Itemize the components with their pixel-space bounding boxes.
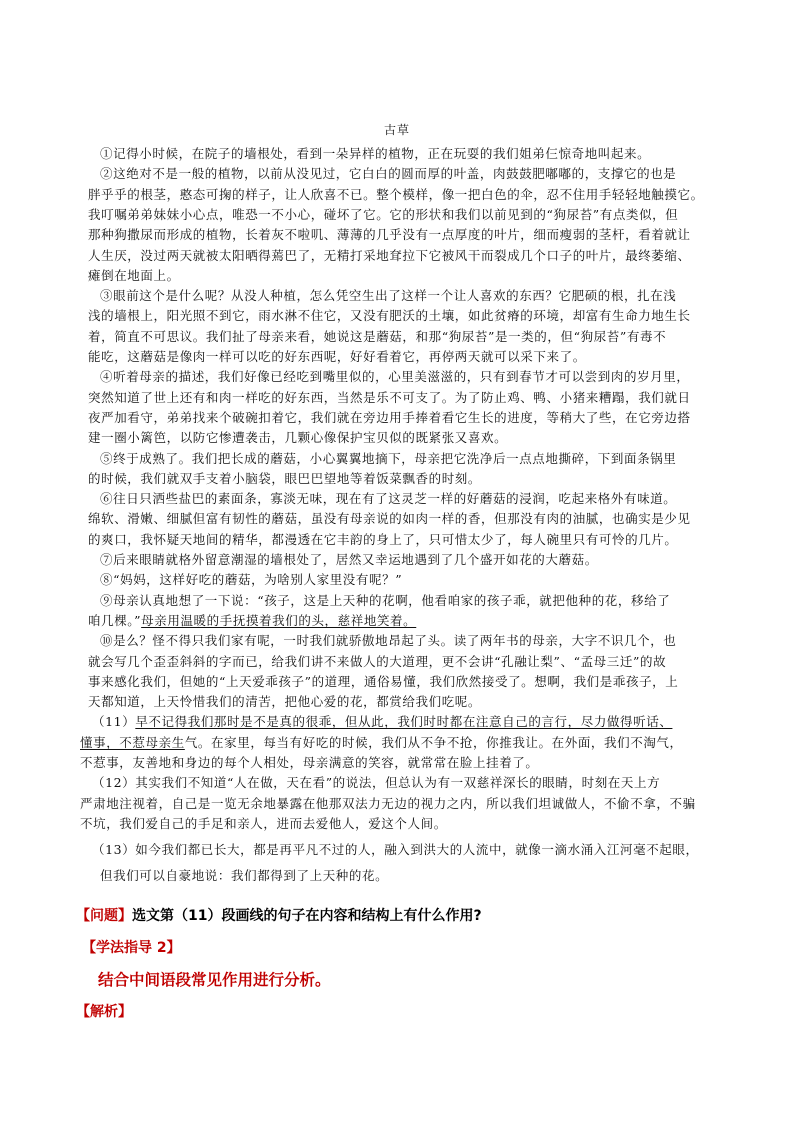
body-line [88,613,728,629]
body-line: 突然知道了世上还有和肉一样吃的好东西，当然是乐不可支了。为了防止鸡、鸭、小猪来糟蹋，我们就日 [88,390,691,405]
body-line: 不惹事，友善地和身边的每个人相处，母亲满意的笑容，就常常在脸上挂着了。 [80,755,539,770]
article-title: 古草 [383,123,410,137]
body-line: 着，简直不可思议。我们扯了母亲来看，她说这是蘑菇，和那“狗尿苔”是一类的，但“狗尿苔”有毒不 [88,329,667,344]
underlined-sentence: 早不记得我们那时是不是真的很乖，但从此，我们时时都在注意自己的言行，尽力做得听话、 [135,714,673,729]
body-line: ⑥往日只洒些盐巴的素面条，寡淡无味，现在有了这灵芝一样的好蘑菇的浸润，吃起来格外有味道。 [100,491,677,506]
body-line: ①记得小时候，在院子的墙根处，看到一朵异样的植物，正在玩耍的我们姐弟仨惊奇地叫起来。 [100,146,651,161]
body-line: 严肃地注视着，自己是一览无余地暴露在他那双法力无边的视力之内，所以我们坦诚做人，不偷不拿，不骗 [80,796,696,811]
body-line: 的时候，我们就双手支着小脑袋，眼巴巴望地等着饭菜飘香的时刻。 [88,471,482,486]
body-line: 建一圈小篱笆，以防它惨遭袭击，几颗心像保护宝贝似的既紧张又喜欢。 [88,430,508,445]
body-line [92,714,728,730]
question-row [76,906,482,926]
body-line-text: 气。在家里，每当有好吃的时候，我们从不争不抢，你推我让。在外面，我们不淘气， [184,735,683,750]
body-line: 能吃，这蘑菇是像肉一样可以吃的好东西呢，好好看着它，再停两天就可以采下来了。 [88,349,586,364]
body-line: ⑤终于成熟了。我们把长成的蘑菇，小心翼翼地摘下，母亲把它洗净后一点点地撕碎，下到面条锅里 [100,451,677,466]
body-line: 夜严加看守，弟弟找来个破碗扣着它，我们就在旁边用手捧着看它生长的进度，等稍大了些，在它旁边搭 [88,410,691,425]
body-line: （12）其实我们不知道“人在做，天在看”的说法，但总认为有一双慈祥深长的眼睛，时刻在天上方 [92,775,661,790]
body-line: 事来感化我们，但她的“上天爱乖孩子”的道理，通俗易懂，我们欣然接受了。想啊，我们是乖孩子，上 [88,674,679,689]
body-line: ⑨母亲认真地想了一下说：“孩子，这是上天种的花啊，他看咱家的孩子乖，就把他种的花，移给了 [100,593,671,608]
body-line: 那种狗撒尿而形成的植物，长着灰不啦叽、薄薄的几乎没有一点厚度的叶片，细而瘦弱的茎杆，看着就让 [88,227,691,242]
analysis-label: 【解析】 [76,1004,132,1020]
body-line: 但我们可以自豪地说：我们都得到了上天种的花。 [100,868,389,883]
body-line: 天都知道，上天怜惜我们的清苦，把他心爱的花，都赏给我们吃呢。 [88,694,482,709]
underlined-sentence: 母亲用温暖的手抚摸着我们的头，慈祥地笑着。 [141,613,417,628]
body-line: 就会写几个歪歪斜斜的字而已，给我们讲不来做人的大道理，更不会讲“孔融让梨”、“孟母三迁”的故 [88,654,667,669]
body-line: 瘫倒在地面上。 [88,268,180,283]
body-line: ⑧“妈妈，这样好吃的蘑菇，为啥别人家里没有呢？” [100,572,403,587]
body-line: ②这绝对不是一般的植物，以前从没见过，它白白的圆而厚的叶盖，肉鼓鼓肥嘟嘟的，支撑它的也是 [100,166,677,181]
method-text: 结合中间语段常见作用进行分析。 [98,971,331,989]
body-line: 的爽口，我怀疑天地间的精华，都漫透在它丰韵的身上了，只可惜太少了，每人碗里只有可怜的几片。 [88,532,678,547]
question-label: 【问题】 [76,908,132,924]
analysis-row [76,1002,132,1022]
body-line-text: （11） [92,714,136,729]
body-line: ⑦后来眼睛就格外留意潮湿的墙根处了，居然又幸运地遇到了几个盛开如花的大蘑菇。 [100,552,598,567]
body-line: ⑩是么？怪不得只我们家有呢，一时我们就骄傲地昂起了头。读了两年书的母亲，大字不识几个，也 [100,633,677,648]
underlined-sentence: 懂事，不惹母亲生 [80,735,185,750]
method-text-row [98,970,331,990]
body-line: 不坑，我们爱自己的手足和亲人，进而去爱他人，爱这个人间。 [80,816,447,831]
body-line [80,735,728,751]
body-line: （13）如今我们都已长大，都是再平凡不过的人，融入到洪大的人流中，就像一滴水涌入江河毫不起眼， [92,842,699,857]
body-line: 我叮嘱弟弟妹妹小心点，唯恐一不小心，碰坏了它。它的形状和我们以前见到的“狗尿苔”有点类似，但 [88,207,679,222]
body-line: ③眼前这个是什么呢？从没人种植，怎么凭空生出了这样一个让人喜欢的东西？它肥硕的根，扎在浅 [100,288,677,303]
body-line: 人生厌，没过两天就被太阳晒得蔫巴了，无精打采地耷拉下它被风干而裂成几个口子的叶片，最终萎缩、 [88,248,691,263]
question-text: 选文第（11）段画线的句子在内容和结构上有什么作用? [132,908,482,924]
body-line: ④听着母亲的描述，我们好像已经吃到嘴里似的，心里美滋滋的，只有到春节才可以尝到肉的岁月里， [100,369,690,384]
body-line: 绵软、滑嫩、细腻但富有韧性的蘑菇，虽没有母亲说的如肉一样的香，但那没有肉的油腻，也确实是少见 [88,511,691,526]
body-line: 胖乎乎的根茎，憨态可掬的样子，让人欣喜不已。整个模样，像一把白色的伞，忍不住用手轻轻地触摸它。 [88,187,704,202]
body-line-text: 咱几棵。” [88,613,142,628]
method-label-row [82,938,181,958]
method-label: 【学法指导 2】 [82,940,181,956]
body-line: 浅的墙根上，阳光照不到它，雨水淋不住它，又没有肥沃的土壤，如此贫瘠的环境，却富有生命力地生长 [88,308,691,323]
